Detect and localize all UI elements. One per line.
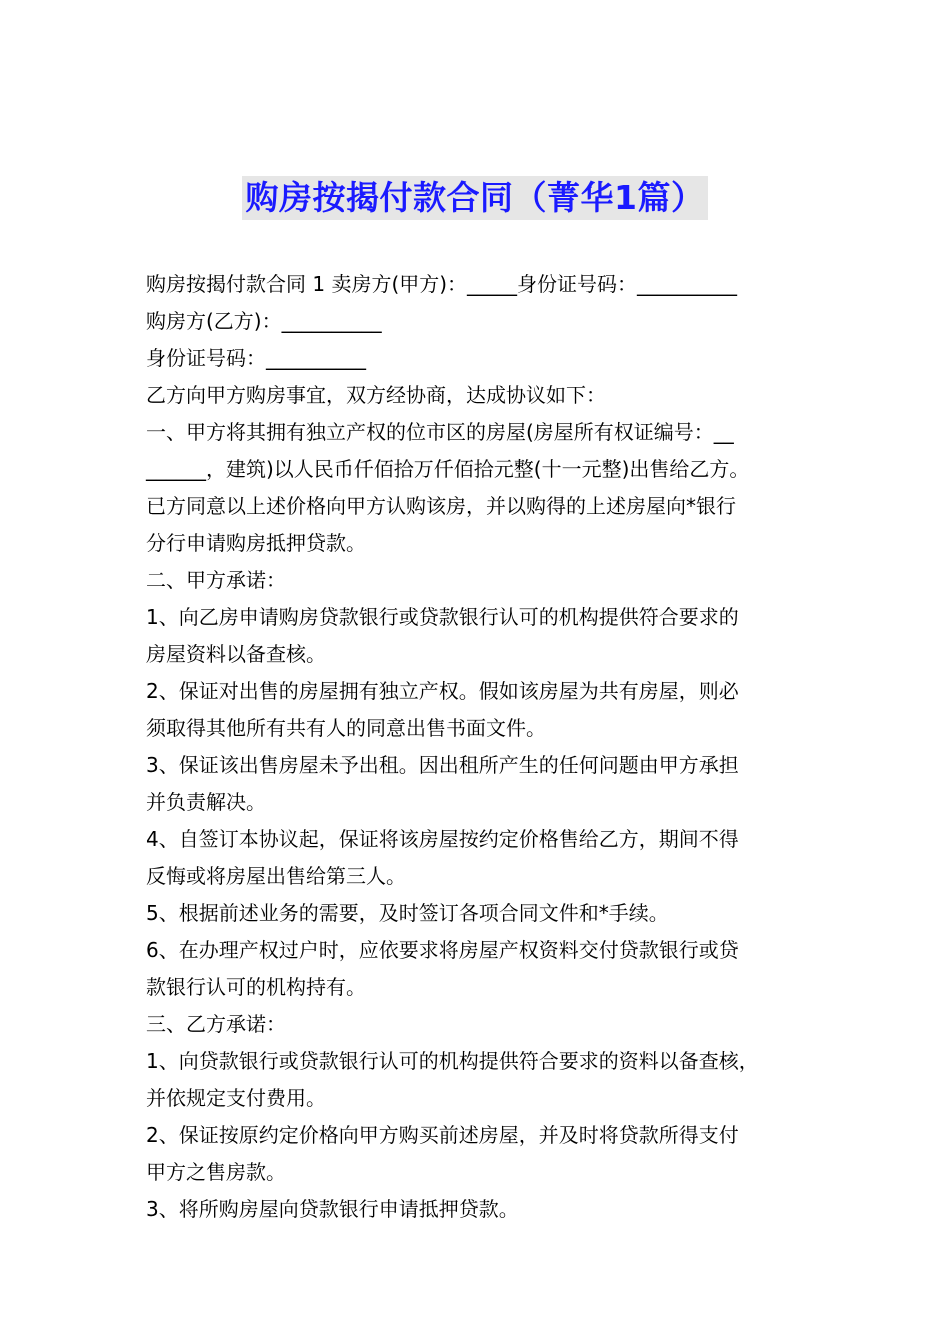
- text-line: 身份证号码：__________: [146, 346, 366, 370]
- text-line: 乙方向甲方购房事宜，双方经协商，达成协议如下：: [146, 383, 606, 407]
- document-title: 购房按揭付款合同（菁华1篇）: [242, 176, 709, 220]
- text-line: 4、自签订本协议起，保证将该房屋按约定价格售给乙方，期间不得: [146, 827, 739, 851]
- text-line: ______，建筑)以人民币仟佰拾万仟佰拾元整(十一元整)出售给乙方。: [146, 457, 750, 481]
- text-line: 已方同意以上述价格向甲方认购该房，并以购得的上述房屋向*银行: [146, 494, 736, 518]
- text-line: 甲方之售房款。: [146, 1160, 286, 1184]
- text-line: 6、在办理产权过户时，应依要求将房屋产权资料交付贷款银行或贷: [146, 938, 739, 962]
- text-line: 购房按揭付款合同 1 卖房方(甲方)：_____身份证号码：__________: [146, 272, 738, 296]
- text-line: 房屋资料以备查核。: [146, 642, 326, 666]
- title-container: [0, 176, 950, 220]
- text-line: 款银行认可的机构持有。: [146, 975, 366, 999]
- text-line: 购房方(乙方)：__________: [146, 309, 382, 333]
- text-line: 并依规定支付费用。: [146, 1086, 326, 1110]
- text-line: 一、甲方将其拥有独立产权的位市区的房屋(房屋所有权证编号：__: [146, 420, 734, 444]
- text-line: 1、向贷款银行或贷款银行认可的机构提供符合要求的资料以备查核，: [146, 1049, 759, 1073]
- text-line: 并负责解决。: [146, 790, 266, 814]
- document-body: [146, 266, 814, 1228]
- text-line: 2、保证对出售的房屋拥有独立产权。假如该房屋为共有房屋，则必: [146, 679, 739, 703]
- text-line: 3、保证该出售房屋未予出租。因出租所产生的任何问题由甲方承担: [146, 753, 739, 777]
- text-line: 二、甲方承诺：: [146, 568, 286, 592]
- text-line: 反悔或将房屋出售给第三人。: [146, 864, 406, 888]
- text-line: 5、根据前述业务的需要，及时签订各项合同文件和*手续。: [146, 901, 669, 925]
- text-line: 3、将所购房屋向贷款银行申请抵押贷款。: [146, 1197, 519, 1221]
- text-line: 分行申请购房抵押贷款。: [146, 531, 366, 555]
- text-line: 1、向乙房申请购房贷款银行或贷款银行认可的机构提供符合要求的: [146, 605, 739, 629]
- text-line: 2、保证按原约定价格向甲方购买前述房屋，并及时将贷款所得支付: [146, 1123, 739, 1147]
- text-line: 须取得其他所有共有人的同意出售书面文件。: [146, 716, 546, 740]
- text-line: 三、乙方承诺：: [146, 1012, 286, 1036]
